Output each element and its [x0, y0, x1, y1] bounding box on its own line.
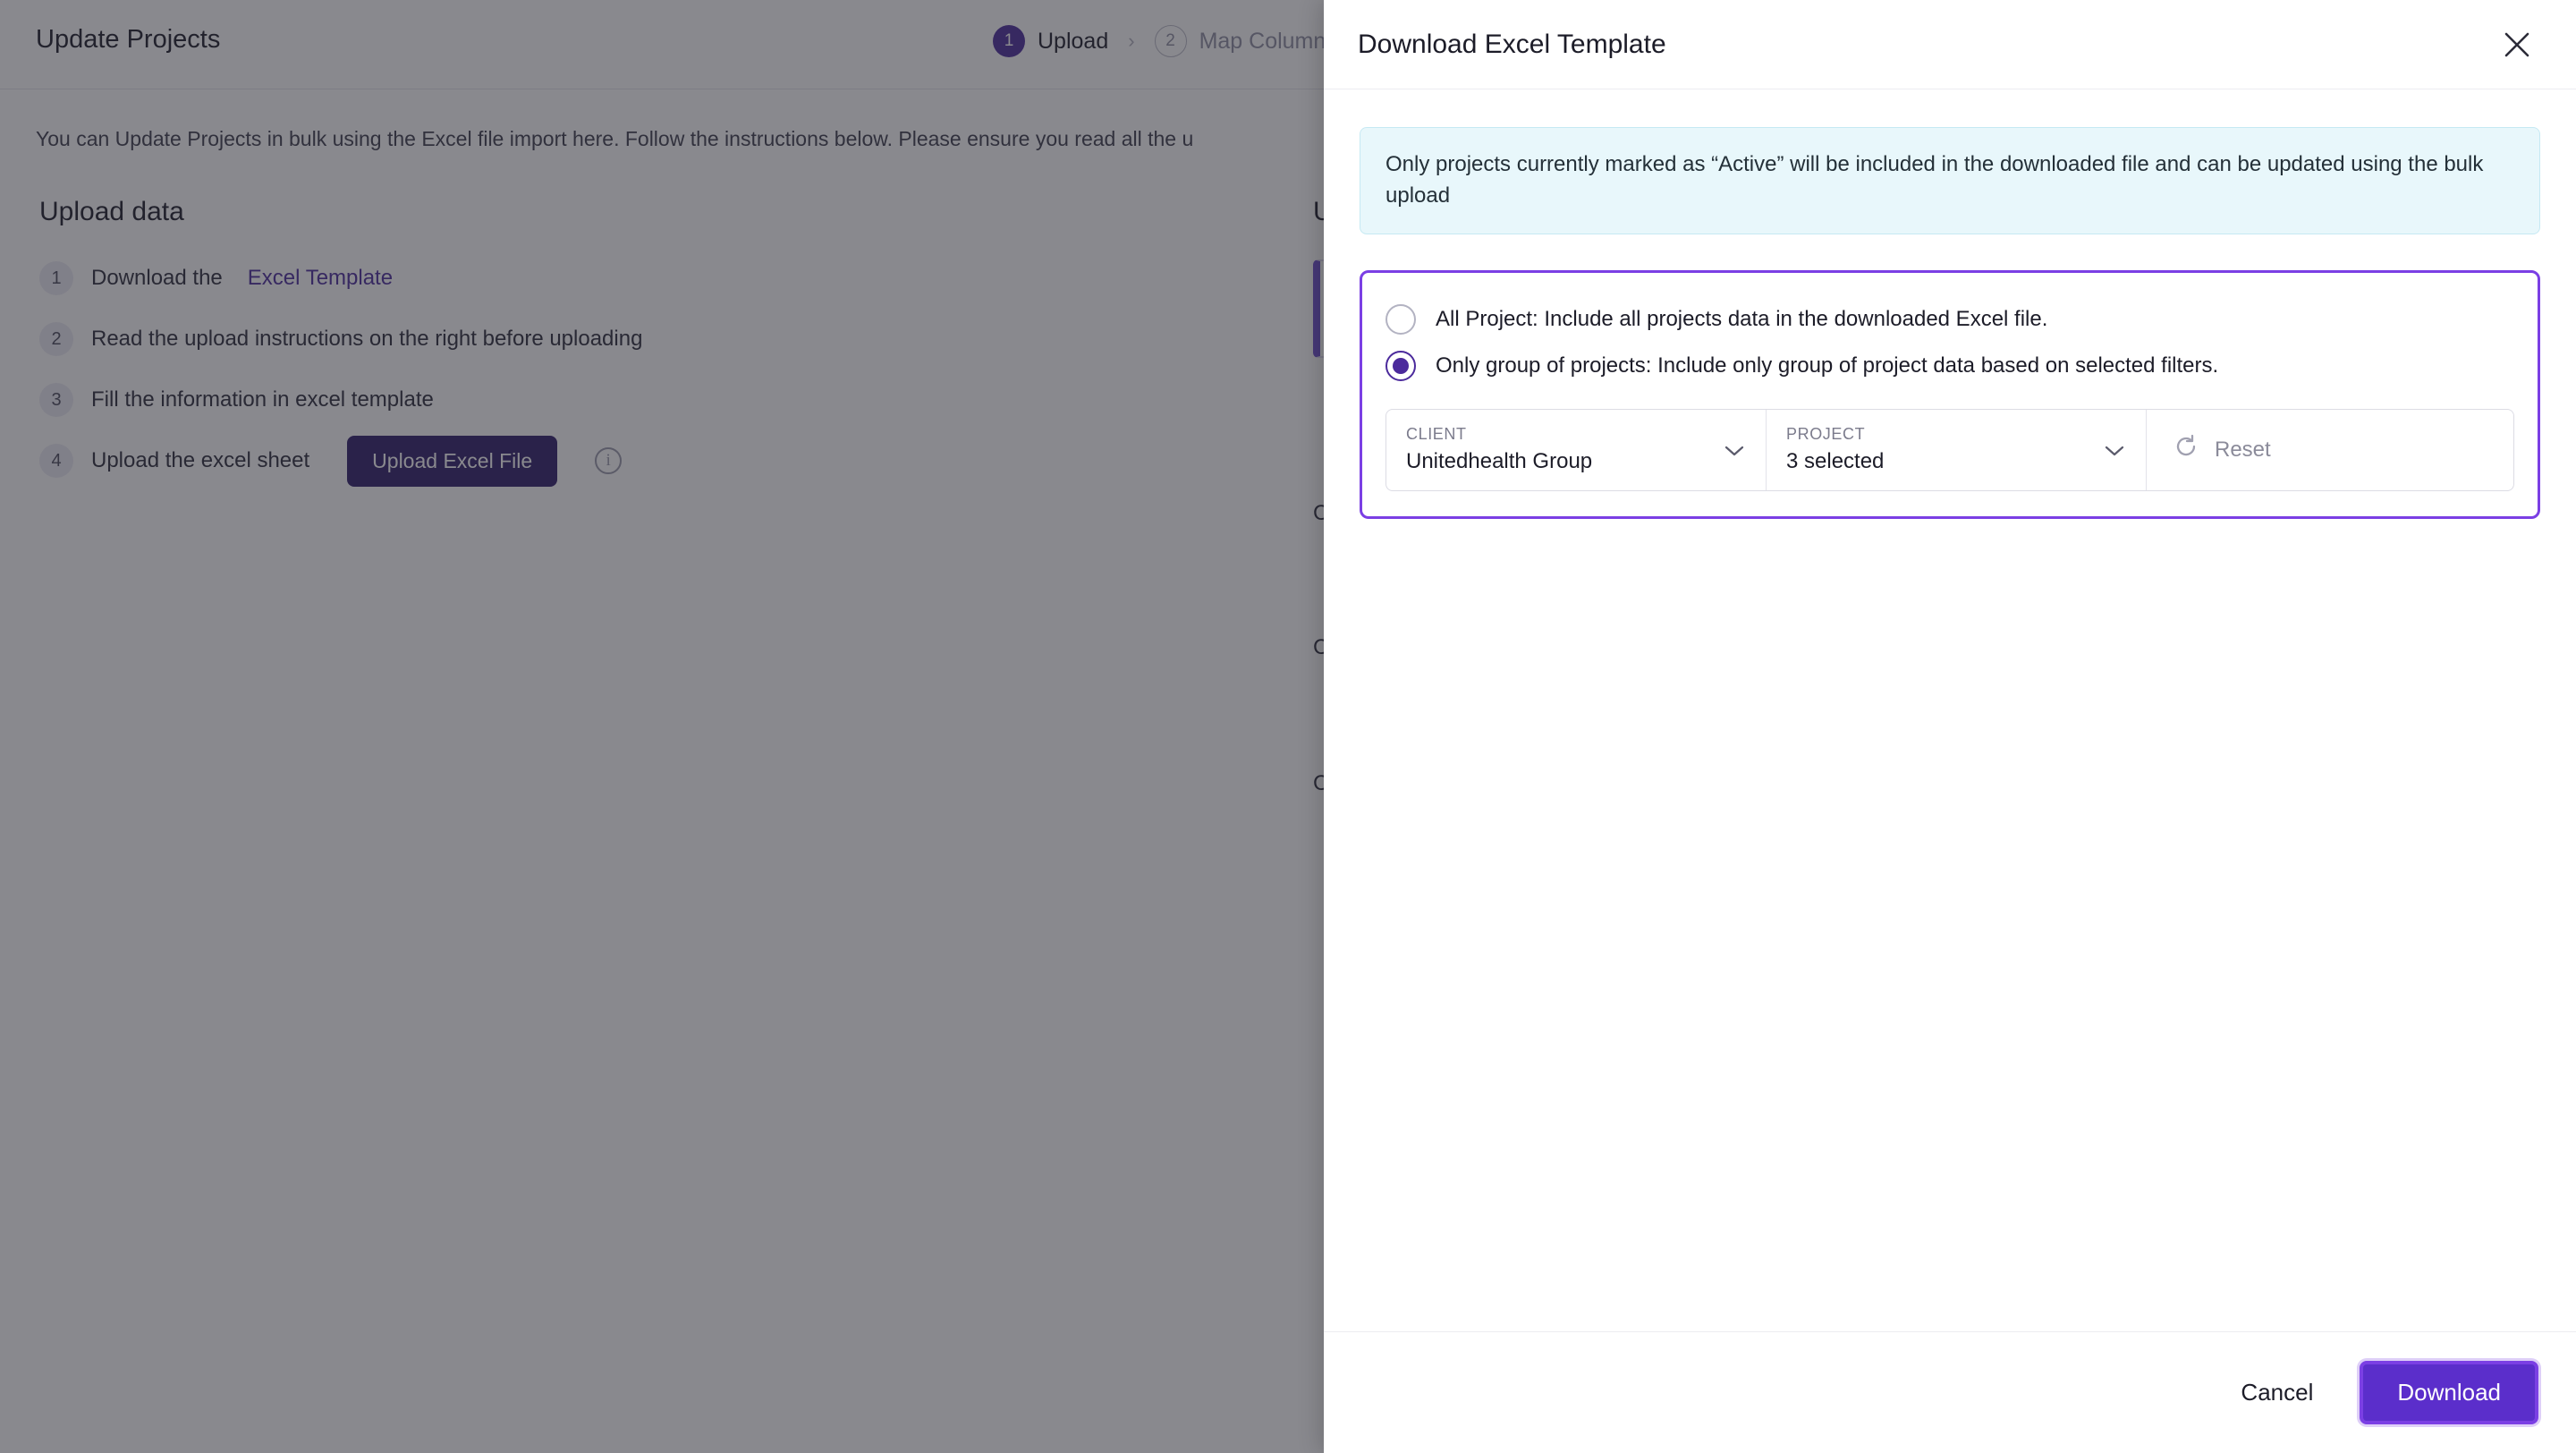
active-projects-notice: Only projects currently marked as “Active” will be included in the downloaded file and can be updated using the bulk upload	[1360, 127, 2540, 234]
reset-filters-button[interactable]	[2147, 410, 2513, 490]
chevron-down-icon	[2105, 445, 2124, 462]
project-filter-value: 3 selected	[1786, 449, 1885, 474]
filter-bar	[1385, 409, 2514, 491]
drawer-title: Download Excel Template	[1358, 29, 1666, 59]
download-button[interactable]: Download	[2360, 1361, 2538, 1424]
refresh-icon	[2174, 434, 2199, 465]
option-all-projects-label: All Project: Include all projects data in the downloaded Excel file.	[1436, 306, 2048, 331]
client-filter-value: Unitedhealth Group	[1406, 449, 1593, 474]
project-filter[interactable]	[1767, 410, 2147, 490]
option-group-of-projects-label: Only group of projects: Include only group of project data based on selected filters.	[1436, 353, 2219, 378]
reset-label: Reset	[2215, 437, 2271, 462]
chevron-down-icon	[1724, 445, 1744, 462]
drawer-header	[1324, 0, 2576, 89]
client-filter[interactable]	[1386, 410, 1767, 490]
option-all-projects[interactable]	[1385, 296, 2514, 343]
close-icon-svg	[2502, 30, 2532, 60]
drawer-footer	[1324, 1331, 2576, 1453]
cancel-button[interactable]: Cancel	[2214, 1363, 2340, 1423]
drawer-body	[1324, 89, 2576, 1331]
download-excel-template-drawer	[1324, 0, 2576, 1453]
project-filter-label: PROJECT	[1786, 425, 1866, 444]
close-icon[interactable]	[2496, 23, 2538, 66]
radio-all-projects[interactable]	[1385, 304, 1416, 335]
client-filter-label: CLIENT	[1406, 425, 1467, 444]
radio-group-of-projects[interactable]	[1385, 351, 1416, 381]
scope-options-group	[1360, 270, 2540, 519]
option-group-of-projects[interactable]	[1385, 343, 2514, 389]
